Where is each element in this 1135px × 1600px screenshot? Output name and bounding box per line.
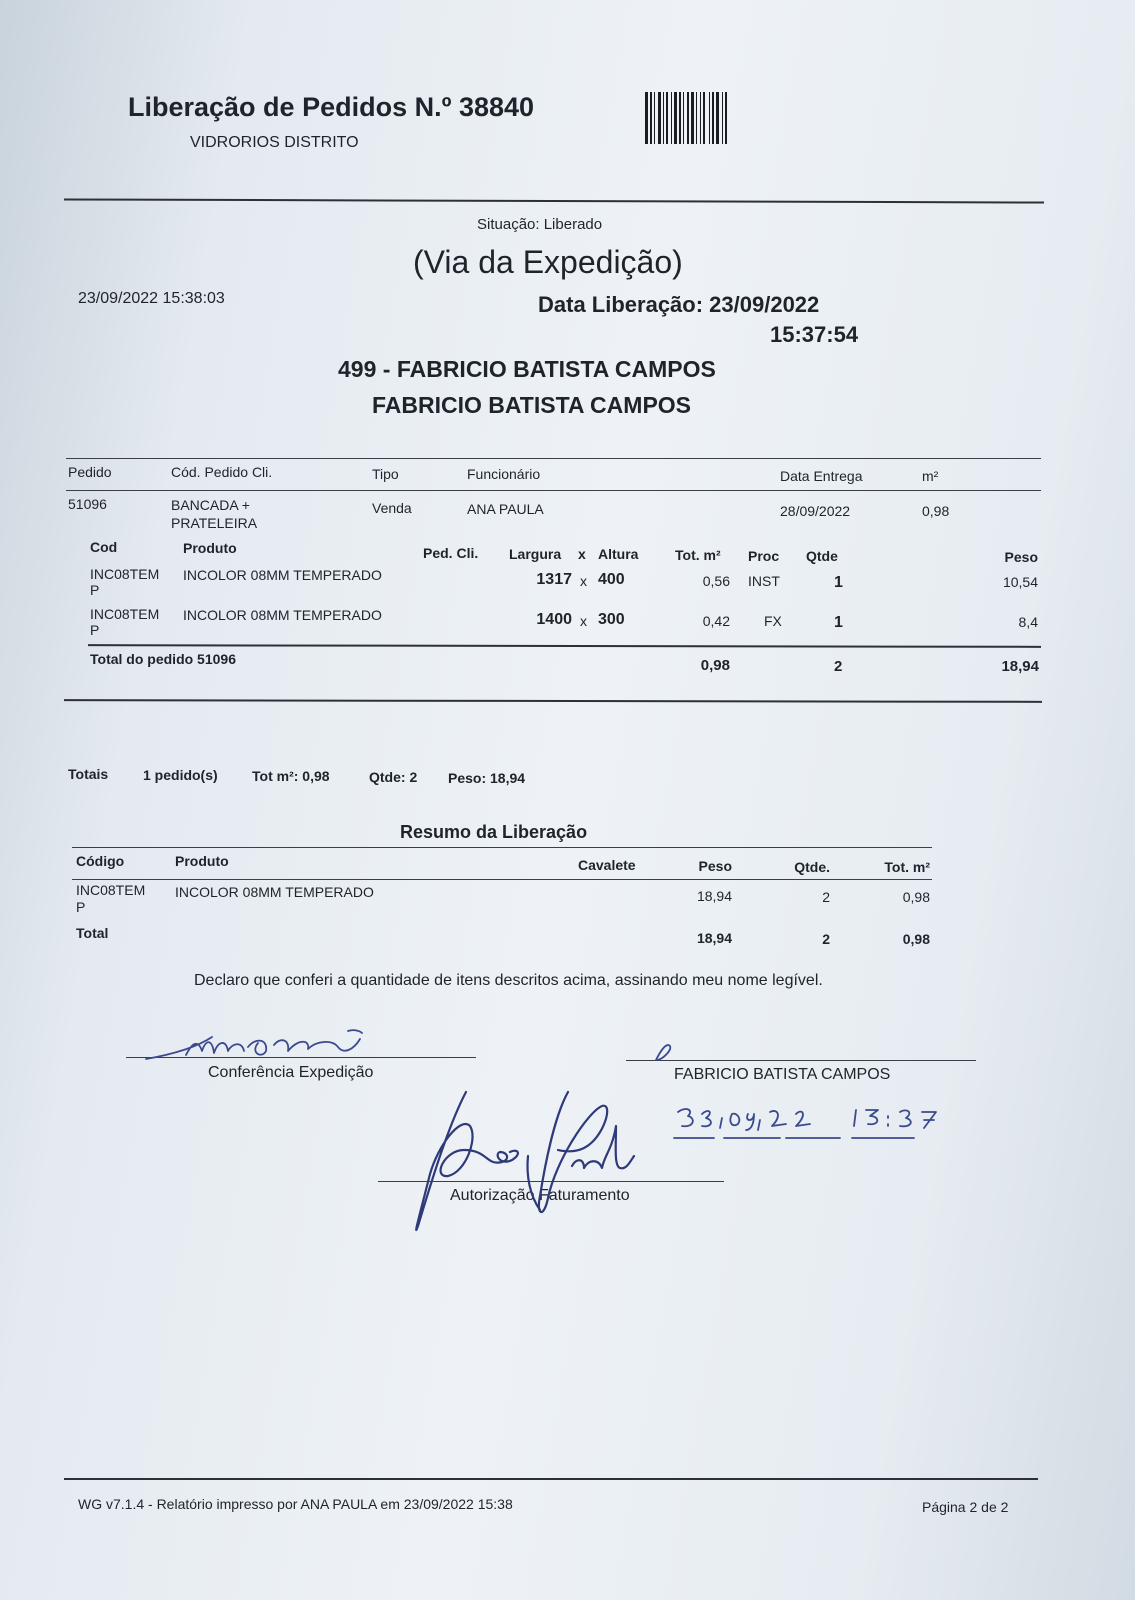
item-1-weight: 10,54 (1002, 574, 1038, 590)
totals-orders: 1 pedido(s) (143, 767, 218, 783)
summary-total-qty: 2 (822, 931, 830, 947)
barcode-bar (722, 92, 723, 144)
item-1-tot-m2: 0,56 (702, 573, 730, 589)
col-cod-pedido-cli: Cód. Pedido Cli. (171, 464, 273, 480)
client-code-name: 499 - FABRICIO BATISTA CAMPOS (338, 356, 716, 382)
signature-label-conferencia: Conferência Expedição (208, 1064, 374, 1081)
totals-label: Totais (68, 766, 109, 782)
item-1-product: INCOLOR 08MM TEMPERADO (183, 567, 382, 583)
section-divider (64, 699, 1042, 703)
summary-col-qtde: Qtde. (794, 859, 830, 875)
cliente-signature (652, 1038, 682, 1064)
col-pedido: Pedido (68, 464, 112, 480)
item-2-product: INCOLOR 08MM TEMPERADO (183, 607, 382, 623)
barcode-bar (712, 92, 714, 144)
release-date: Data Liberação: 23/09/2022 (538, 292, 820, 317)
item-2-x: x (580, 613, 587, 629)
handwritten-date (674, 1104, 954, 1150)
item-1-width: 1317 (536, 571, 572, 588)
order-total-qty: 2 (834, 658, 843, 675)
item-1-height: 400 (598, 571, 625, 588)
items-col-produto: Produto (183, 540, 237, 556)
items-col-tot-m2: Tot. m² (675, 547, 721, 563)
summary-row-qty: 2 (822, 889, 830, 905)
item-2-qty: 1 (834, 614, 843, 631)
items-col-x: x (578, 546, 586, 562)
order-total-label: Total do pedido 51096 (90, 651, 236, 667)
summary-row-weight: 18,94 (696, 888, 732, 904)
col-funcionario: Funcionário (467, 466, 541, 482)
barcode-bar (683, 92, 684, 144)
item-2-tot-m2: 0,42 (702, 613, 730, 629)
items-col-qtde: Qtde (806, 548, 838, 564)
totals-weight: Peso: 18,94 (448, 770, 526, 786)
totals-m2: Tot m²: 0,98 (252, 768, 330, 784)
summary-title: Resumo da Liberação (400, 822, 588, 842)
summary-col-tot-m2: Tot. m² (884, 859, 930, 875)
col-data-entrega: Data Entrega (780, 468, 863, 484)
order-number: 51096 (68, 496, 107, 512)
item-2-cod-line1: INC08TEM (90, 606, 160, 622)
client-name: FABRICIO BATISTA CAMPOS (372, 392, 692, 418)
conferencia-signature (140, 1025, 380, 1065)
header-divider (64, 198, 1044, 203)
item-1-cod-line1: INC08TEM (90, 566, 160, 582)
summary-total-m2: 0,98 (902, 931, 930, 947)
summary-row-product: INCOLOR 08MM TEMPERADO (175, 884, 374, 900)
order-header-bottom-rule (66, 490, 1041, 491)
item-1-x: x (580, 573, 587, 589)
summary-row-cod-line2: P (76, 899, 86, 915)
items-col-largura: Largura (509, 546, 562, 562)
item-2-cod-line2: P (90, 622, 100, 638)
situation-status: Situação: Liberado (477, 216, 603, 233)
summary-col-produto: Produto (175, 853, 229, 869)
barcode-bar (654, 92, 655, 144)
barcode-bar (696, 92, 697, 144)
order-client-code-line2: PRATELEIRA (171, 515, 258, 531)
copy-label: (Via da Expedição) (413, 244, 683, 280)
order-total-rule (88, 644, 1041, 648)
item-2-proc: FX (764, 613, 782, 629)
barcode-bar (674, 92, 677, 144)
release-time: 15:37:54 (770, 322, 859, 347)
signature-label-autorizacao: Autorização Faturamento (450, 1187, 630, 1204)
barcode-bar (725, 92, 727, 144)
declaration-text: Declaro que conferi a quantidade de itens descritos acima, assinando meu nome legível. (194, 972, 823, 989)
barcode-bar (658, 92, 661, 144)
order-total-weight: 18,94 (1001, 658, 1039, 675)
item-2-width: 1400 (536, 611, 572, 628)
col-m2: m² (922, 468, 939, 484)
order-client-code-line1: BANCADA + (171, 497, 250, 513)
printed-timestamp: 23/09/2022 15:38:03 (78, 290, 225, 307)
items-col-ped-cli: Ped. Cli. (423, 545, 479, 561)
barcode-bar (687, 92, 689, 144)
barcode-bar (709, 92, 710, 144)
item-2-height: 300 (598, 611, 625, 628)
col-tipo: Tipo (372, 466, 399, 482)
item-1-proc: INST (748, 573, 780, 589)
barcode-bar (645, 92, 648, 144)
order-type: Venda (372, 500, 412, 516)
summary-header-rule (72, 879, 932, 880)
order-employee: ANA PAULA (467, 501, 544, 517)
barcode-bar (691, 92, 694, 144)
barcode-bar (679, 92, 681, 144)
document-title: Liberação de Pedidos N.º 38840 (128, 92, 535, 122)
item-1-cod-line2: P (90, 582, 100, 598)
barcode-bar (671, 92, 672, 144)
company-name: VIDRORIOS DISTRITO (190, 134, 359, 151)
barcode (645, 92, 817, 144)
order-m2: 0,98 (922, 503, 950, 519)
summary-col-cavalete: Cavalete (578, 857, 636, 873)
items-col-proc: Proc (748, 548, 780, 564)
barcode-bar (700, 92, 701, 144)
items-col-cod: Cod (90, 539, 118, 555)
summary-total-label: Total (76, 925, 109, 941)
order-total-m2: 0,98 (700, 657, 730, 674)
summary-col-codigo: Código (76, 853, 125, 869)
barcode-bar (663, 92, 664, 144)
footer-page-number: Página 2 de 2 (922, 1499, 1009, 1515)
barcode-bar (666, 92, 668, 144)
order-header-top-rule (66, 458, 1041, 459)
footer-divider (64, 1478, 1038, 1480)
order-delivery-date: 28/09/2022 (780, 503, 851, 519)
summary-top-rule (72, 847, 932, 848)
signature-label-cliente: FABRICIO BATISTA CAMPOS (674, 1066, 891, 1083)
footer-printed-by: WG v7.1.4 - Relatório impresso por ANA PAULA em 23/09/2022 15:38 (78, 1496, 513, 1512)
summary-col-peso: Peso (698, 858, 732, 874)
barcode-bar (716, 92, 719, 144)
summary-total-weight: 18,94 (696, 930, 732, 946)
items-col-altura: Altura (598, 546, 639, 562)
totals-qty: Qtde: 2 (369, 769, 418, 785)
item-1-qty: 1 (834, 574, 843, 591)
items-col-peso: Peso (1004, 549, 1038, 565)
barcode-bar (650, 92, 652, 144)
autorizacao-signature (408, 1086, 648, 1236)
summary-row-m2: 0,98 (902, 889, 930, 905)
barcode-bar (703, 92, 705, 144)
summary-row-cod-line1: INC08TEM (76, 882, 146, 898)
item-2-weight: 8,4 (1018, 614, 1038, 630)
